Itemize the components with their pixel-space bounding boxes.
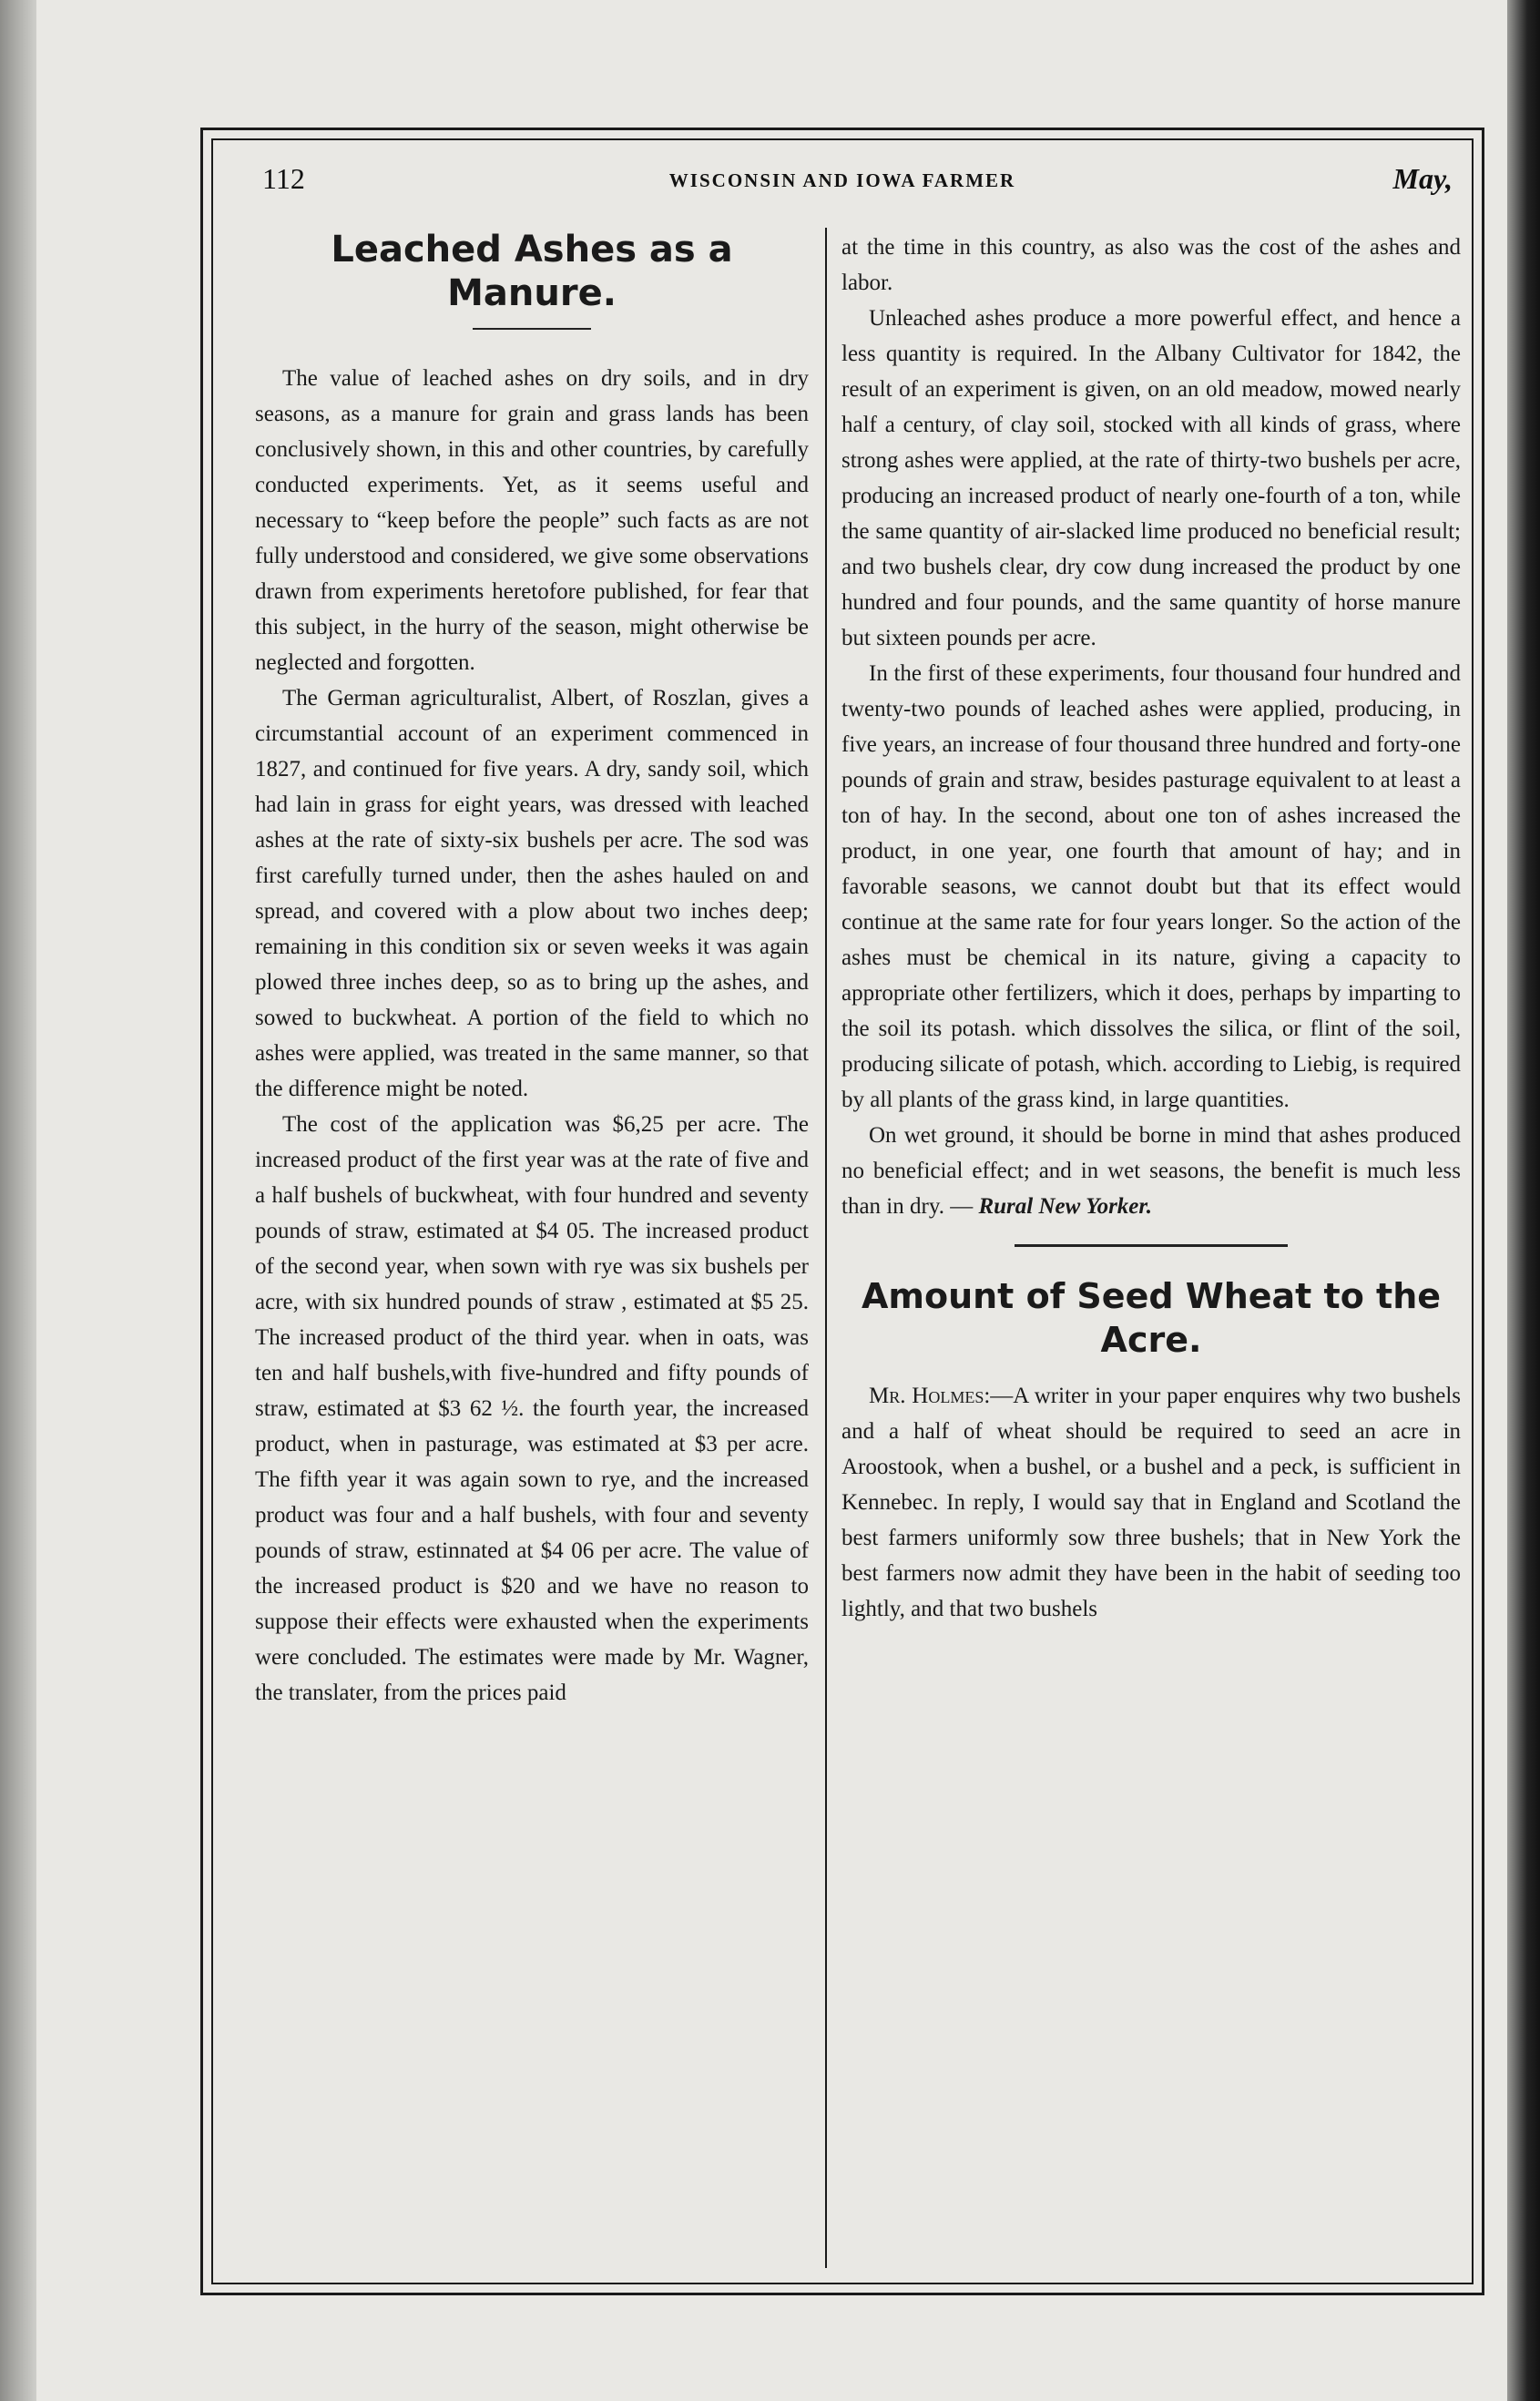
article-separator xyxy=(1015,1244,1288,1247)
scan-right-edge xyxy=(1507,0,1540,2401)
title-rule xyxy=(473,328,591,330)
wet-ground-text: On wet ground, it should be borne in mind that ashes produced no beneficial effect; and in wet seasons, the benefit is much less than in dry. — xyxy=(841,1123,1461,1219)
article-title-leached-ashes: Leached Ashes as a Manure. xyxy=(331,229,733,314)
letter-text: :—A writer in your paper enquires why two bushels and a half of wheat should be required to seed an acre in Aroostook, when a bushel, or a bushel and a peck, is sufficient in Kennebec. In reply, I would say that in England and Scotland the best farmers uniformly sow three bushels; that in New York the best farmers now admit they have been in the habit of seeding too lightly, and that two bushels xyxy=(841,1384,1461,1621)
column-divider xyxy=(825,228,827,2268)
right-column xyxy=(841,230,1461,2270)
paragraph-letter xyxy=(841,1378,1461,1627)
paragraph: The cost of the application was $6,25 per acre. The increased product of the first year was at the rate of five and a half bushels of buckwheat, with four hundred and seventy pounds of straw, estimated at $4 05. The increased product of the second year, when sown with rye was six bushels per acre, with six hundred pounds of straw , estimated at $5 25. The increased product of the third year. when in oats, was ten and half bushels,with five-hundred and fifty pounds of straw, estimated at $3 62 ½. the fourth year, the increased product, when in pasturage, was estimated at $3 per acre. The fifth year it was again sown to rye, and the increased product was four and a half bushels, with four and seventy pounds of straw, estinnated at $4 06 per acre. The value of the increased product is $20 and we have no reason to suppose their effects were exhausted when the experiments were concluded. The estimates were made by Mr. Wagner, the translater, from the prices paid xyxy=(255,1112,809,1705)
paragraph: In the first of these experiments, four thousand four hundred and twenty-two pounds of leached ashes were applied, producing, in five years, an increase of four thousand three hundred and forty-one pounds of grain and straw, besides pasturage equivalent to at least a ton of hay. In the second, about one ton of ashes increased the product, in one year, one fourth that amount of hay; and in favorable seasons, we cannot doubt but that its effect would continue at the same rate for four years longer. So the action of the ashes must be chemical in its nature, giving a capacity to appropriate other fertilizers, which it does, perhaps by imparting to the soil its potash. which dissolves the silica, or flint of the soil, producing silicate of potash, which. according to Liebig, is required by all plants of the grass kind, in large quantities. xyxy=(841,661,1461,1112)
salutation: Mr. Holmes xyxy=(869,1384,984,1408)
issue-month: May, xyxy=(1392,162,1453,195)
journal-title: WISCONSIN AND IOWA FARMER xyxy=(668,169,1016,191)
continued-paragraph: at the time in this country, as also was the cost of the ashes and labor. xyxy=(841,235,1461,295)
scan-left-edge xyxy=(0,0,36,2401)
article-title-seed-wheat: Amount of Seed Wheat to the Acre. xyxy=(861,1276,1442,1360)
paragraph: The value of leached ashes on dry soils, and in dry seasons, as a manure for grain and grass lands has been conclusively shown, in this and other countries, by carefully conducted experiments. Yet, as it seems useful and necessary to “keep before the people” such facts as are not fully understood and considered, we give some observations drawn from experiments heretofore published, for fear that this subject, in the hurry of the season, might otherwise be neglected and forgotten. xyxy=(255,366,809,675)
left-column xyxy=(255,228,809,2268)
page-header xyxy=(228,162,1457,208)
paragraph: The German agriculturalist, Albert, of Roszlan, gives a circumstantial account of an experiment commenced in 1827, and continued for five years. A dry, sandy soil, which had lain in grass for eight years, was dressed with leached ashes at the rate of sixty-six bushels per acre. The sod was first carefully turned under, then the ashes hauled on and spread, and covered with a plow about two inches deep; remaining in this condition six or seven weeks it was again plowed three inches deep, so as to bring up the ashes, and sowed to buckwheat. A portion of the field to which no ashes were applied, was treated in the same manner, so that the difference might be noted. xyxy=(255,686,809,1101)
paragraph: Unleached ashes produce a more powerful effect, and hence a less quantity is required. In the Albany Cultivator for 1842, the result of an experiment is given, on an old meadow, mowed nearly half a century, of clay soil, stocked with all kinds of grass, where strong ashes were applied, at the rate of thirty-two bushels per acre, producing an increased product of nearly one-fourth of a ton, while the same quantity of air-slacked lime produced no beneficial result; and two bushels clear, dry cow dung increased the product by one hundred and four pounds, and the same quantity of horse manure but sixteen pounds per acre. xyxy=(841,306,1461,650)
paragraph-wet-ground xyxy=(841,1118,1461,1224)
page-number: 112 xyxy=(262,162,305,195)
source-credit: Rural New Yorker. xyxy=(978,1194,1153,1219)
